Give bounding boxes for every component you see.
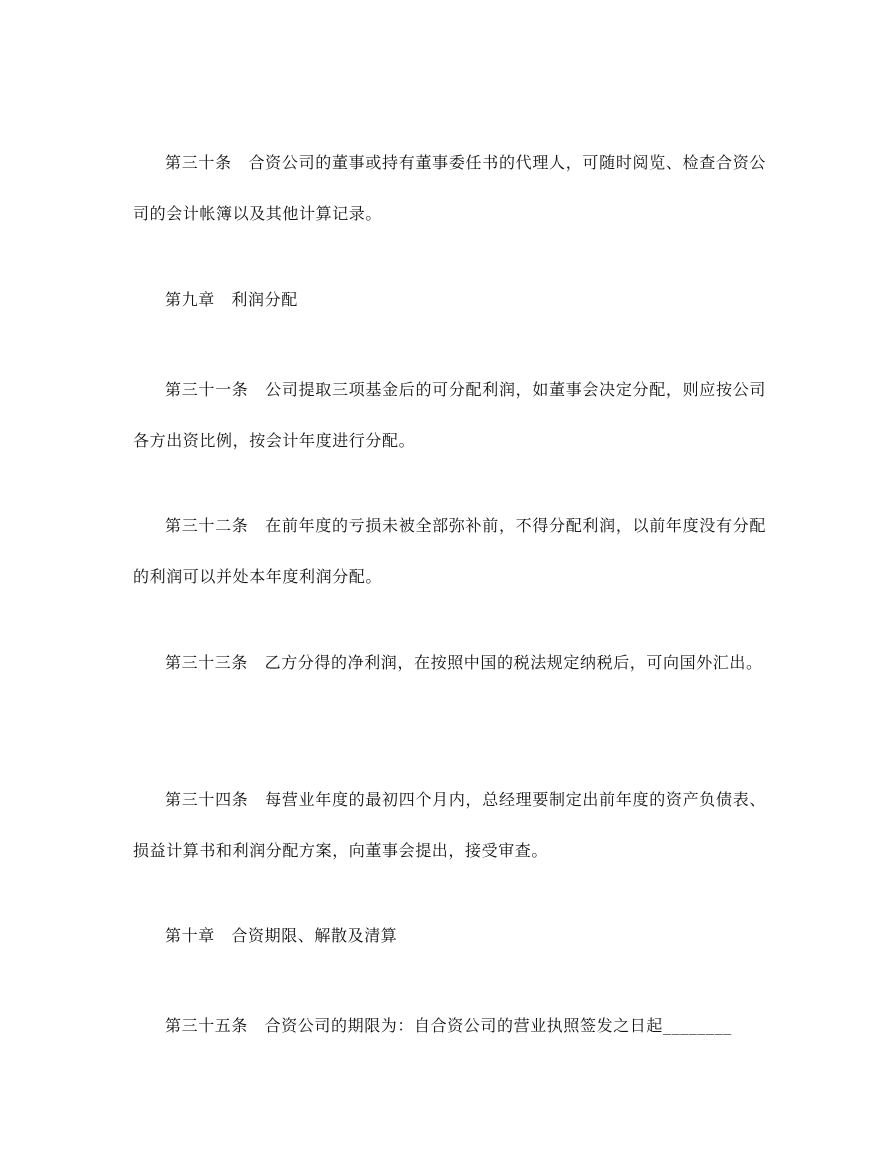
article-34: 第三十四条 每营业年度的最初四个月内，总经理要制定出前年度的资产负债表、损益计算书和利润分配方案，向董事会提出，接受审查。 (133, 790, 766, 860)
article-35: 第三十五条 合资公司的期限为：自合资公司的营业执照签发之日起________ (165, 1016, 732, 1035)
article-31: 第三十一条 公司提取三项基金后的可分配利润，如董事会决定分配，则应按公司各方出资比例，按会计年度进行分配。 (133, 380, 766, 450)
article-32: 第三十二条 在前年度的亏损未被全部弥补前，不得分配利润，以前年度没有分配的利润可以并处本年度利润分配。 (133, 516, 766, 586)
chapter-9-heading: 第九章 利润分配 (165, 290, 298, 309)
chapter-10-heading: 第十章 合资期限、解散及清算 (165, 926, 398, 945)
article-33: 第三十三条 乙方分得的净利润，在按照中国的税法规定纳税后，可向国外汇出。 (165, 653, 763, 672)
article-30: 第三十条 合资公司的董事或持有董事委任书的代理人，可随时阅览、检查合资公司的会计帐簿以及其他计算记录。 (133, 153, 766, 223)
